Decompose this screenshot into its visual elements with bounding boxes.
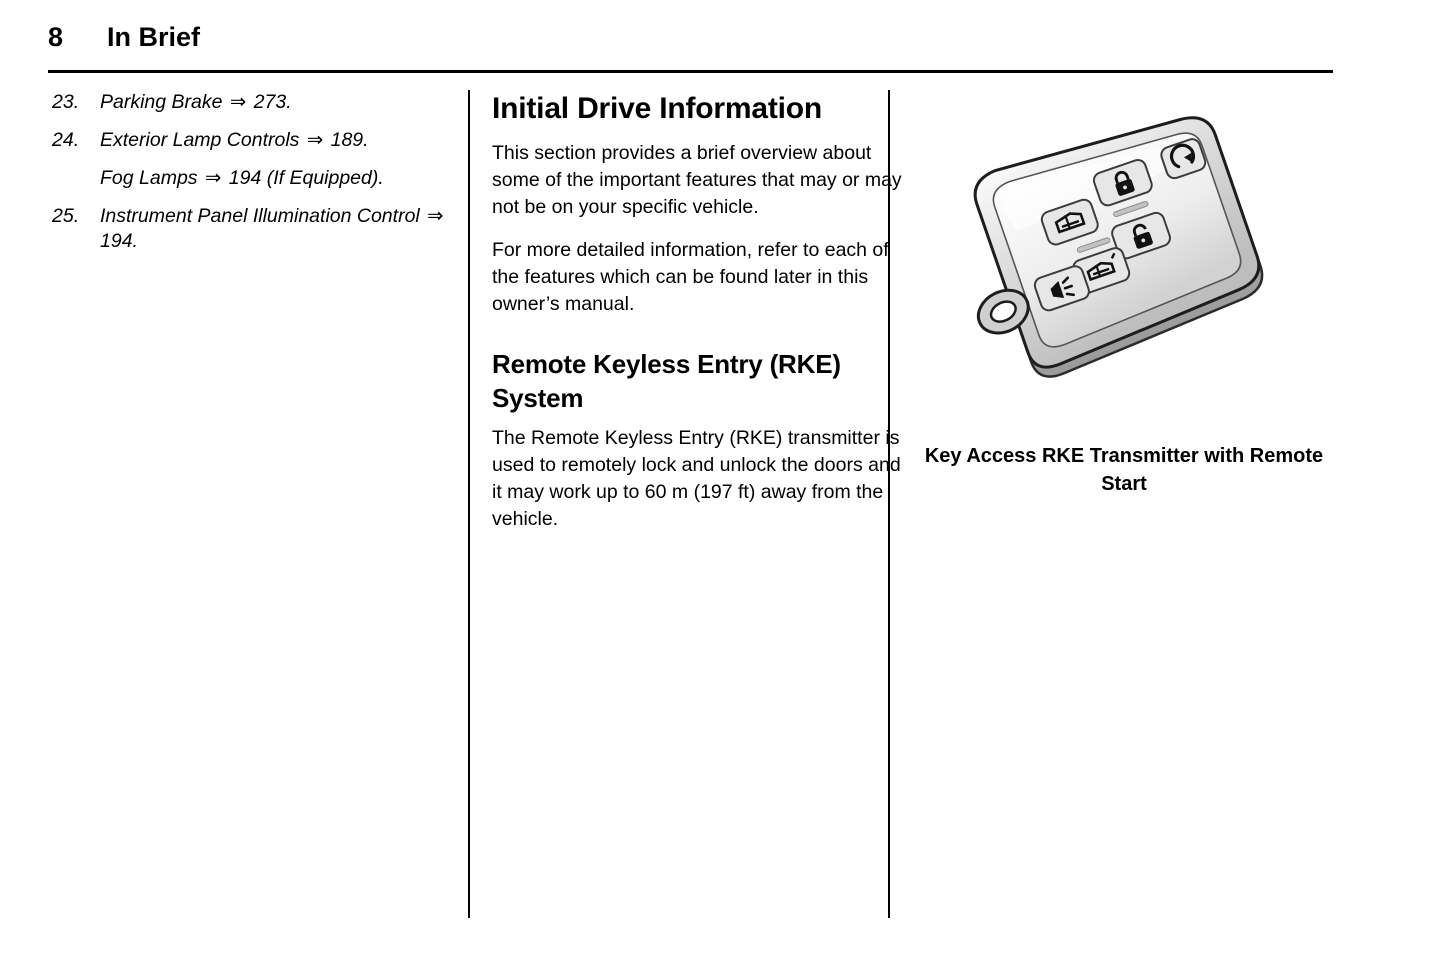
list-item-text [100,204,458,254]
list-item-number: 23. [52,91,80,113]
page-reference-arrow-icon: ⇒ [427,204,444,227]
list-item-label: Instrument Panel Illumination Control [100,204,420,227]
cross-reference-list [48,90,458,153]
list-item-label: Exterior Lamp Controls [100,128,300,151]
list-item-page: 189. [330,128,369,151]
list-item [48,128,458,153]
column-three [910,90,1338,920]
header-rule [48,70,1333,73]
list-item-number: 24. [52,128,80,151]
paragraph-overview: This section provides a brief overview about some of the important features that may or may not be on your specific vehicle. [492,142,902,219]
list-item-text [100,128,458,153]
list-sub-item-page: 194 [228,166,262,189]
column-two [492,90,902,920]
list-item-number: 25. [52,204,80,227]
list-sub-item [100,166,458,191]
cross-reference-list-continued [48,204,458,254]
list-item [48,204,458,254]
page-reference-arrow-icon: ⇒ [229,91,247,113]
page-header [48,22,1333,53]
paragraph-more-information: For more detailed information, refer to each of the features which can be found later in this owner’s manual. [492,239,889,315]
rke-transmitter-illustration [910,94,1338,424]
page-reference-arrow-icon: ⇒ [306,128,324,151]
list-sub-item-suffix: (If Equipped). [266,166,384,189]
list-item-label: Parking Brake [100,91,223,113]
column-one [48,90,458,920]
page-title: In Brief [107,22,201,52]
list-item-page: 194. [100,229,138,252]
list-item-text [100,90,458,115]
page-number: 8 [48,22,64,52]
list-item-page: 273. [253,91,292,113]
content-columns [48,90,1338,920]
rke-transmitter-figure [910,94,1338,424]
list-item [48,90,458,115]
section-heading-rke-system: Remote Keyless Entry (RKE) System [492,348,841,413]
page-reference-arrow-icon: ⇒ [204,166,222,189]
column-divider-1 [468,90,470,918]
figure-caption: Key Access RKE Transmitter with Remote Start [924,445,1324,496]
paragraph-rke-description: The Remote Keyless Entry (RKE) transmitter is used to remotely lock and unlock the doors and it may work up to 60 m (197 ft) away from the vehicle. [492,427,901,531]
section-heading-initial-drive-information: Initial Drive Information [492,92,823,125]
list-sub-item-label: Fog Lamps [100,166,198,189]
